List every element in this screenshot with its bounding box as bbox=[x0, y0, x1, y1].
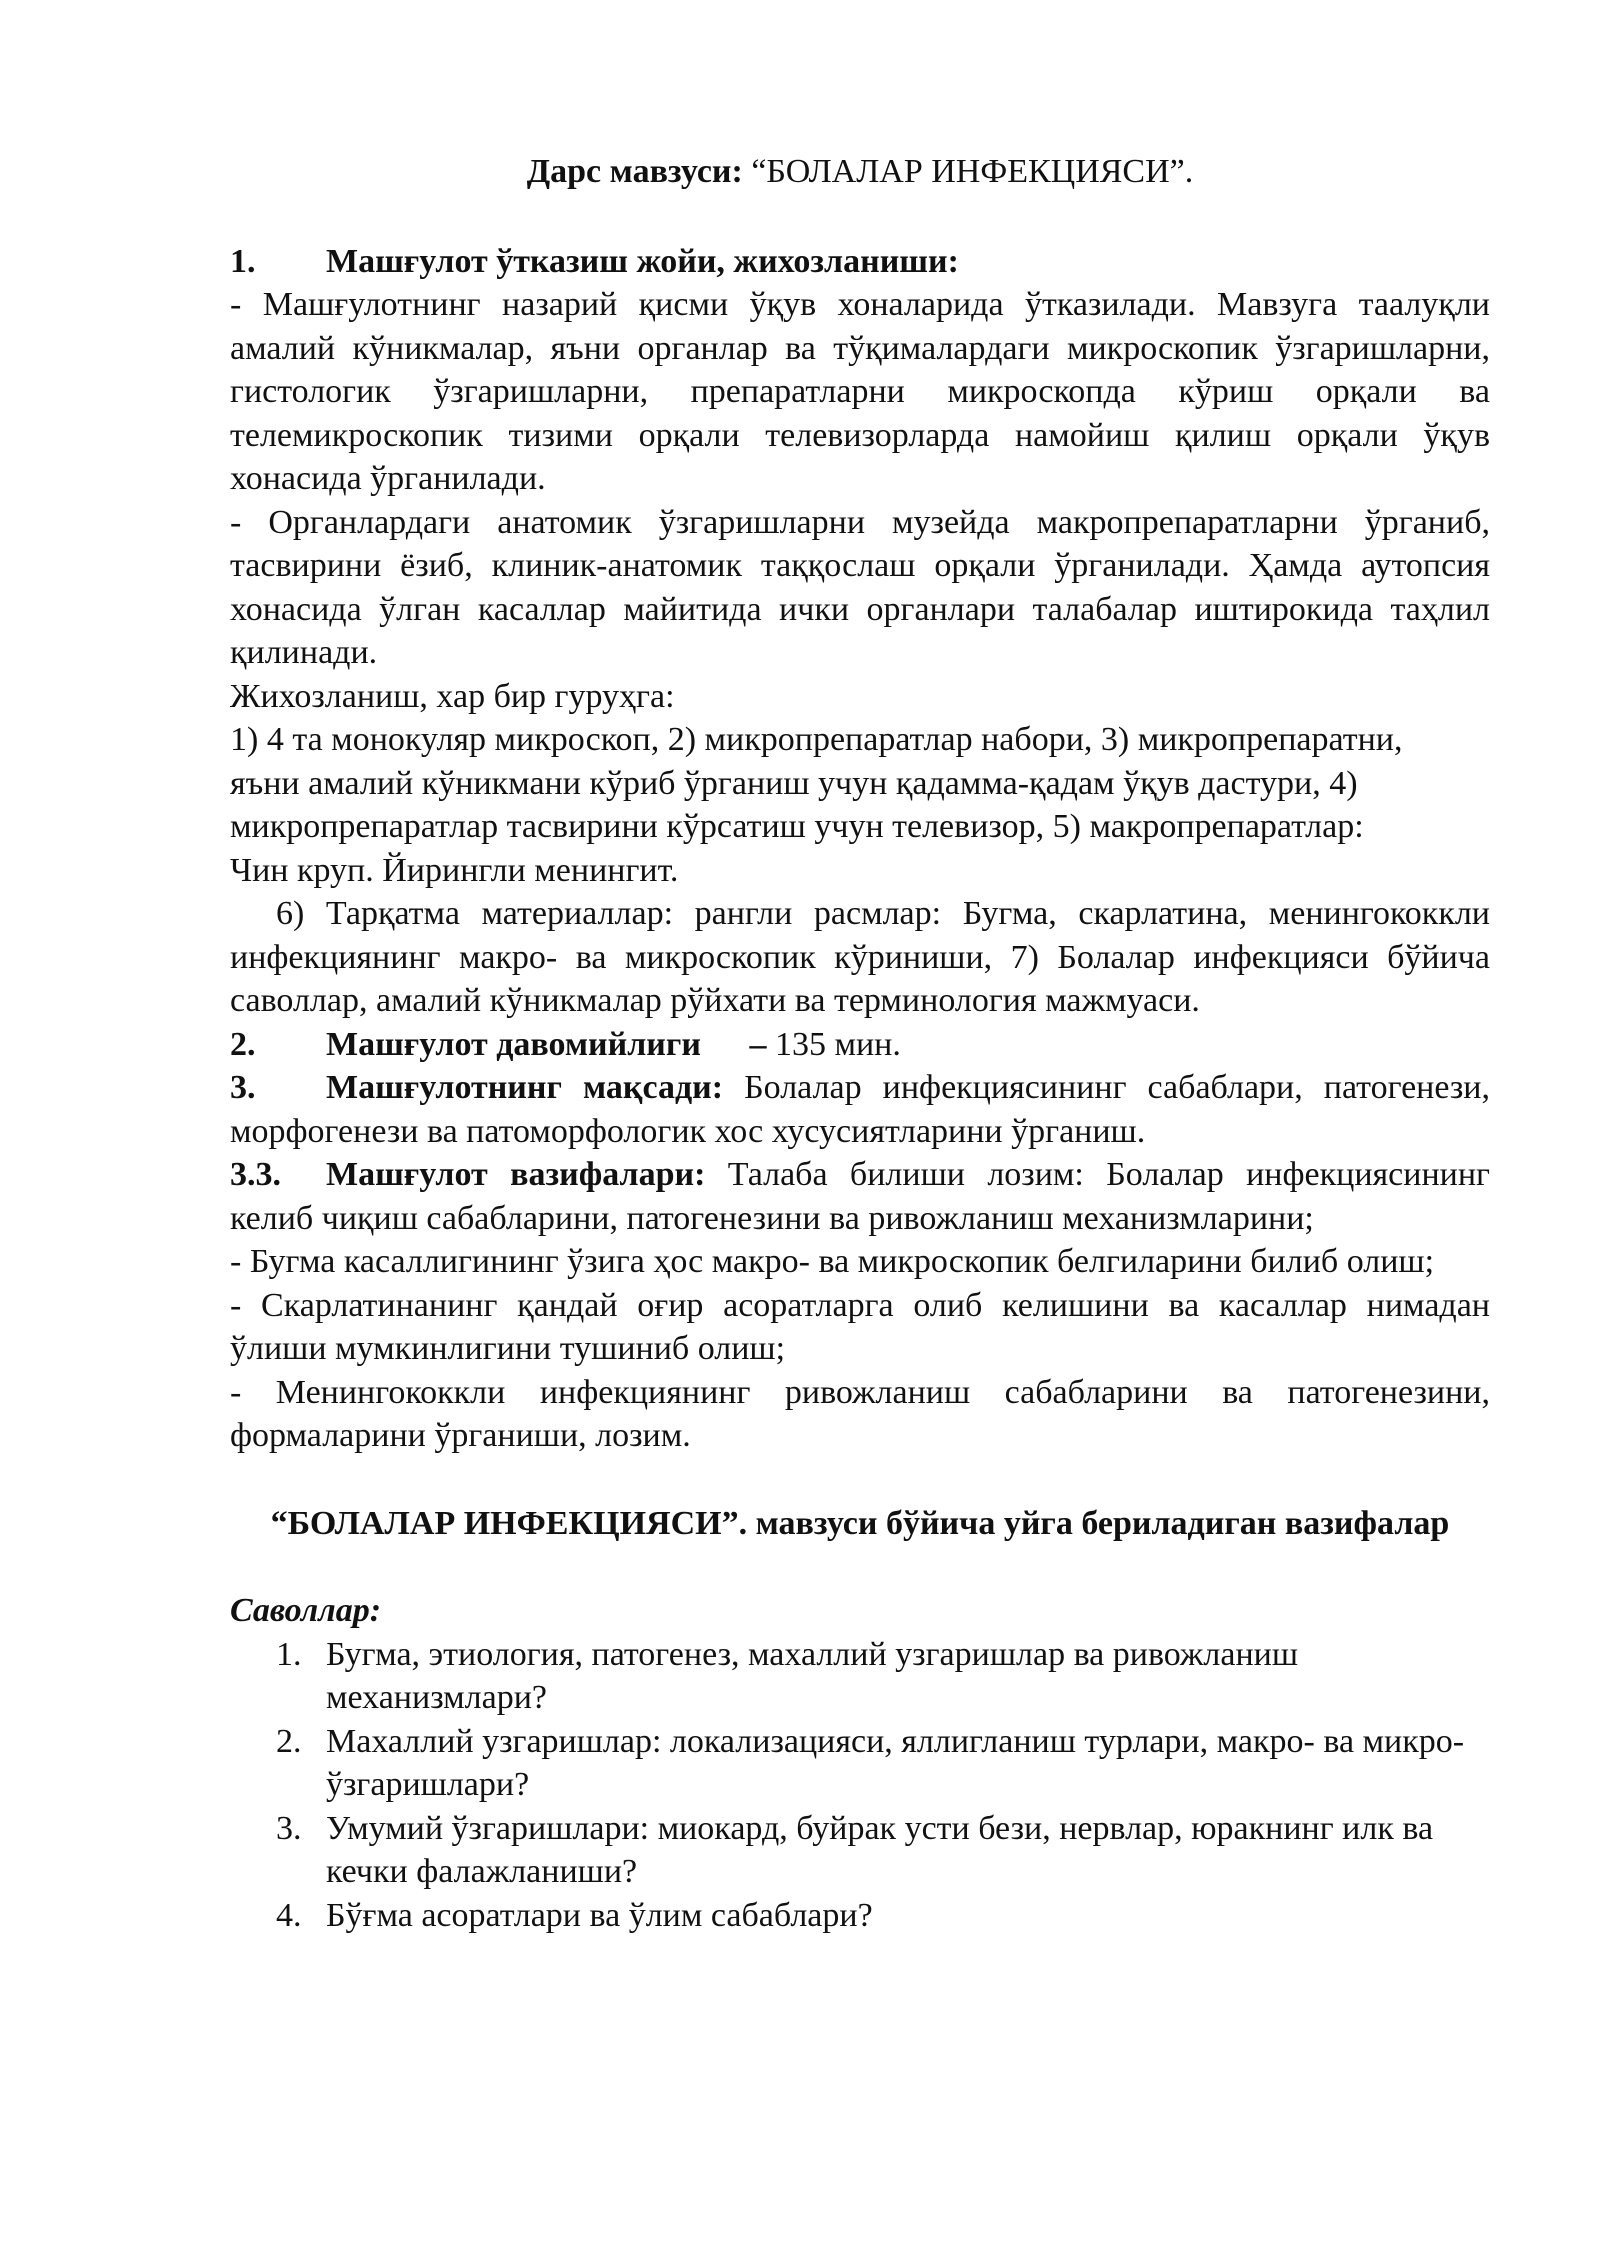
questions-label: Саволлар: bbox=[230, 1592, 382, 1629]
question-text: Махаллий узгаришлар: локализацияси, яллигланиш турлари, макро- ва микро- ўзгаришлари? bbox=[326, 1722, 1465, 1803]
question-text: Бўғма асоратлари ва ўлим сабаблари? bbox=[326, 1896, 873, 1934]
section-1-heading bbox=[230, 240, 1490, 284]
question-item bbox=[230, 1720, 1490, 1807]
section-3-text: Болалар инфекциясининг сабаблари, патогенези, морфогенези ва патоморфологик хос хусусиятларини ўрганиш. bbox=[230, 1069, 1490, 1150]
question-item bbox=[230, 1894, 1490, 1938]
question-item bbox=[230, 1633, 1490, 1720]
section-1-number: 1. bbox=[230, 242, 256, 280]
section-2-duration: 135 мин. bbox=[774, 1025, 901, 1063]
question-item bbox=[230, 1807, 1490, 1894]
section-3-3 bbox=[230, 1153, 1490, 1240]
section-3-3-number: 3.3. bbox=[230, 1156, 281, 1193]
section-1-paragraph-1: - Машғулотнинг назарий қисми ўқув хоналарида ўтказилади. Мавзуга таалуқли амалий кўникмалар, яъни органлар ва тўқималардаги микроскопик ўзгаришларни, гистологик ўзгаришларни, препаратларни микроскопда кўриш орқали ва телемикроскопик тизими орқали телевизорларда намойиш қилиш орқали ўқув хонасида ўрганилади. bbox=[230, 286, 1490, 497]
lesson-title-label: Дарс мавзуси: bbox=[526, 153, 743, 190]
document-page bbox=[230, 150, 1490, 1937]
section-3-number: 3. bbox=[230, 1069, 256, 1106]
section-3-3-text: Талаба билиши лозим: Болалар инфекциясининг келиб чиқиш сабабларини, патогенезини ва ривожланиш механизмларини; bbox=[230, 1156, 1490, 1237]
section-3-body bbox=[230, 1066, 1490, 1153]
task-item-3: - Менингококкли инфекциянинг ривожланиш сабабларини ва патогенезини, формаларини ўрганиши, лозим. bbox=[230, 1373, 1490, 1454]
question-number: 3. bbox=[276, 1809, 302, 1847]
task-item-1: - Бугма касаллигининг ўзига ҳос макро- ва микроскопик белгиларини билиб олиш; bbox=[230, 1243, 1435, 1280]
lesson-title-topic: “БОЛАЛАР ИНФЕКЦИЯСИ”. bbox=[751, 153, 1194, 190]
question-number: 2. bbox=[276, 1722, 302, 1760]
section-2-dash: – bbox=[749, 1025, 767, 1063]
homework-heading: “БОЛАЛАР ИНФЕКЦИЯСИ”. мавзуси бўйича уйга бериладиган вазифалар bbox=[270, 1504, 1450, 1542]
section-3-3-body bbox=[230, 1153, 1490, 1240]
section-1-paragraph-2: - Органлардаги анатомик ўзгаришларни музейда макропрепаратларни ўрганиб, тасвирини ёзиб, клиник-анатомик таққослаш орқали ўрганилади. Ҳамда аутопсия хонасида ўлган касаллар майитида ички органлари талабалар иштирокида таҳлил қилинади. bbox=[230, 503, 1490, 671]
section-1-title: Машғулот ўтказиш жойи, жихозланиши: bbox=[326, 242, 959, 280]
questions-list bbox=[230, 1633, 1490, 1938]
section-2-number: 2. bbox=[230, 1025, 256, 1063]
equipment-intro: Жихозланиш, хар бир гуруҳга: bbox=[230, 677, 675, 715]
section-2-heading bbox=[230, 1023, 1490, 1067]
section-3 bbox=[230, 1066, 1490, 1153]
section-3-title: Машғулотнинг мақсади: bbox=[326, 1069, 724, 1106]
section-2-title: Машғулот давомийлиги bbox=[326, 1025, 701, 1063]
question-text: Бугма, этиология, патогенез, махаллий узгаришлар ва ривожланиш механизмлари? bbox=[326, 1635, 1299, 1716]
section-3-3-title: Машғулот вазифалари: bbox=[326, 1156, 706, 1193]
question-number: 4. bbox=[276, 1896, 302, 1934]
lesson-title bbox=[230, 150, 1490, 194]
equipment-list: 1) 4 та монокуляр микроскоп, 2) микропрепаратлар набори, 3) микропрепаратни, яъни амалий кўникмани кўриб ўрганиш учун қадамма-қадам ўқув дастури, 4) микропрепаратлар тасвирини кўрсатиш учун телевизор, 5) макропрепаратлар: Чин круп. Йирингли менингит. bbox=[230, 721, 1403, 889]
question-number: 1. bbox=[276, 1635, 302, 1673]
question-text: Умумий ўзгаришлари: миокард, буйрак усти бези, нервлар, юракнинг илк ва кечки фалажланиши? bbox=[326, 1809, 1434, 1890]
task-item-2: - Скарлатинанинг қандай оғир асоратларга олиб келишини ва касаллар нимадан ўлиши мумкинлигини тушиниб олиш; bbox=[230, 1286, 1490, 1367]
handouts-paragraph: 6) Тарқатма материаллар: рангли расмлар: Бугма, скарлатина, менингококкли инфекциянинг макро- ва микроскопик кўриниши, 7) Болалар инфекцияси бўйича саволлар, амалий кўникмалар рўйхати ва терминология мажмуаси. bbox=[230, 895, 1490, 1019]
